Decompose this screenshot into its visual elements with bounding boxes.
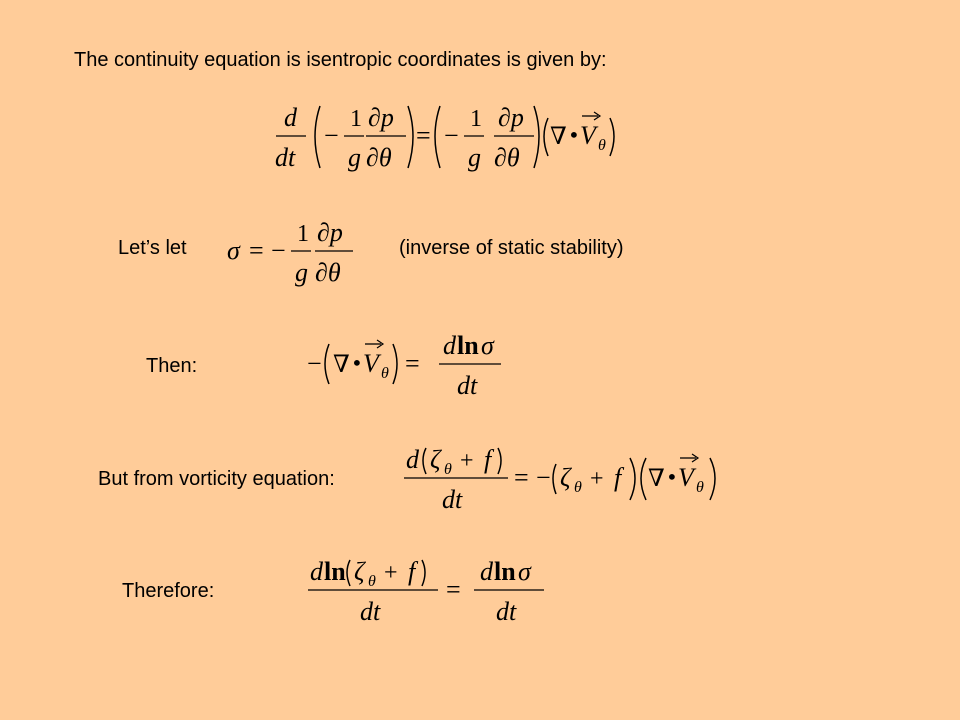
eq4-V: V (678, 463, 694, 492)
vorticity-label: But from vorticity equation: (98, 468, 335, 490)
eq1-dot: • (568, 123, 580, 147)
sigma-definition (225, 215, 355, 287)
eq2-dtheta: ∂θ (315, 258, 341, 287)
eq4-dot: • (666, 465, 678, 489)
eq3-dt: dt (457, 371, 478, 400)
then-equation (305, 328, 525, 398)
eq4-f-2: f (614, 463, 622, 492)
eq4-d: d (406, 445, 419, 474)
eq3-minus: − (307, 349, 322, 378)
eq5-equals: = (446, 575, 461, 604)
eq1-dtheta-2: ∂θ (494, 143, 520, 172)
therefore-equation (308, 552, 558, 624)
eq5-f: f (408, 557, 416, 586)
eq1-dtheta-1: ∂θ (366, 143, 392, 172)
eq3-equals: = (405, 349, 420, 378)
eq1-one-1: 1 (350, 106, 362, 132)
eq1-dp-2: ∂p (498, 103, 524, 132)
eq3-nabla: ∇ (333, 350, 350, 378)
eq1-g-2: g (468, 143, 481, 172)
eq2-g: g (295, 258, 308, 287)
eq4-theta-sub-2: θ (574, 479, 582, 496)
eq4-zeta-2: ζ (560, 463, 571, 492)
eq1-one-2: 1 (470, 106, 482, 132)
eq2-sigma: σ (227, 236, 240, 265)
eq2-one: 1 (297, 221, 309, 247)
eq3-dot: • (351, 351, 363, 375)
lets-let-label: Let’s let (118, 237, 187, 259)
eq3-sigma: σ (481, 331, 494, 360)
eq4-plus-1: + (460, 448, 474, 474)
eq1-dt: dt (275, 143, 296, 172)
vorticity-equation (402, 440, 732, 512)
therefore-label: Therefore: (122, 580, 215, 602)
eq2-dp: ∂p (317, 218, 343, 247)
eq5-sigma: σ (518, 557, 531, 586)
eq4-dt: dt (442, 485, 463, 514)
eq5-dt-1: dt (360, 597, 381, 626)
eq4-zeta: ζ (430, 445, 441, 474)
eq1-d: d (284, 103, 297, 132)
eq1-nabla: ∇ (550, 122, 567, 150)
eq3-V: V (363, 349, 379, 378)
eq3-d: d (443, 331, 456, 360)
eq1-dp-1: ∂p (368, 103, 394, 132)
eq3-ln: ln (457, 331, 479, 360)
eq5-zeta: ζ (354, 557, 365, 586)
continuity-equation (270, 98, 630, 178)
eq5-d-2: d (480, 557, 493, 586)
eq4-f-1: f (484, 445, 492, 474)
eq4-theta-sub-1: θ (444, 461, 452, 478)
eq2-equals: = (249, 236, 264, 265)
eq4-nabla: ∇ (648, 464, 665, 492)
eq3-theta-sub: θ (381, 365, 389, 382)
eq4-plus-2: + (590, 466, 604, 492)
eq4-theta-sub-3: θ (696, 479, 704, 496)
eq4-equals: = (514, 463, 529, 492)
eq5-ln-2: ln (494, 557, 516, 586)
eq2-minus: − (271, 236, 286, 265)
then-label: Then: (146, 355, 198, 377)
eq1-V: V (580, 121, 596, 150)
eq1-minus-1: − (324, 121, 339, 150)
eq5-ln-1: ln (324, 557, 346, 586)
eq5-plus: + (384, 560, 398, 586)
eq1-theta-sub: θ (598, 137, 606, 154)
eq1-g-1: g (348, 143, 361, 172)
inverse-note: (inverse of static stability) (399, 237, 624, 259)
eq5-theta-sub: θ (368, 573, 376, 590)
heading: The continuity equation is isentropic coordinates is given by: (74, 49, 607, 71)
eq1-minus-2: − (444, 121, 459, 150)
eq5-d: d (310, 557, 323, 586)
eq5-dt-2: dt (496, 597, 517, 626)
eq4-minus: − (536, 463, 551, 492)
eq1-equals: = (416, 121, 431, 150)
